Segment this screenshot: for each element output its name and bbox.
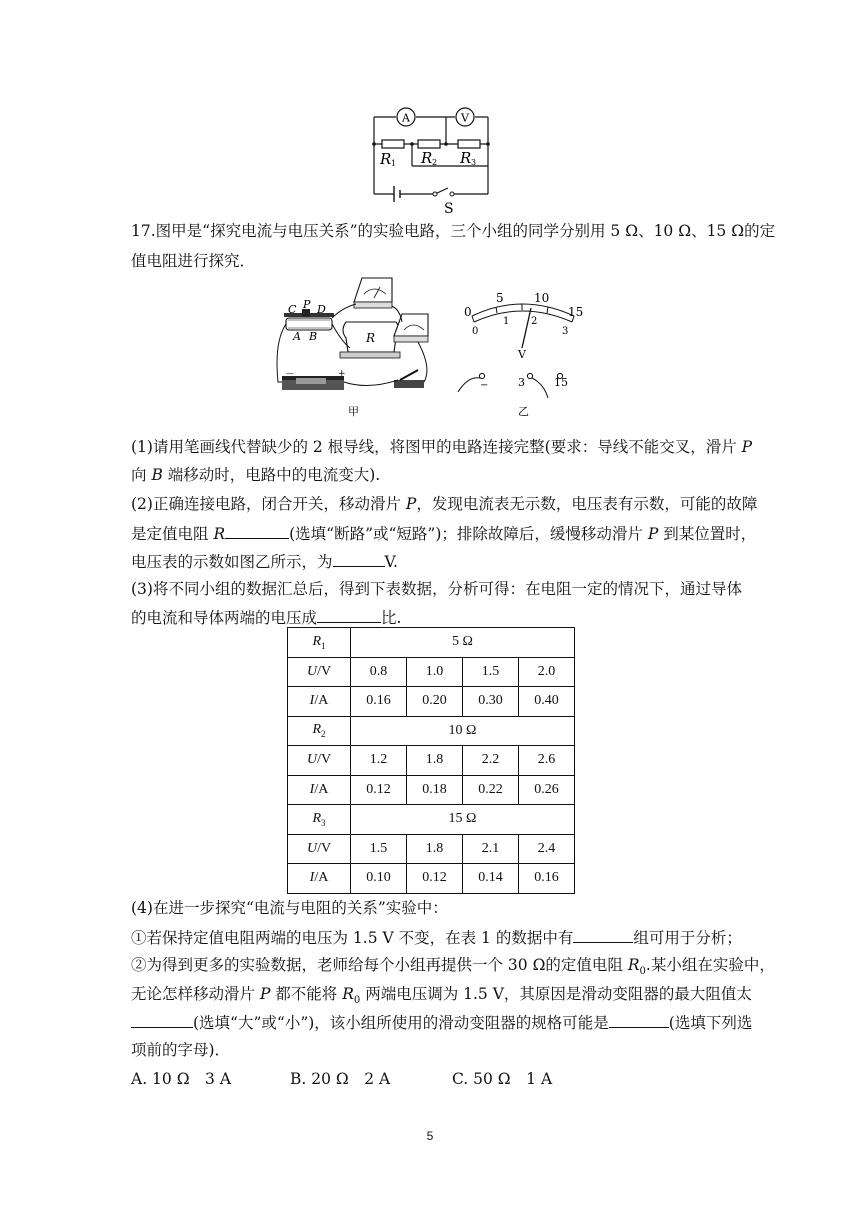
part2-line-3: 电压表的示数如图乙所示，为 V. bbox=[131, 553, 398, 571]
series-circuit-diagram bbox=[360, 100, 500, 218]
voltmeter-label: V bbox=[461, 111, 469, 125]
rheostat-label-a: A bbox=[293, 330, 301, 343]
current-value-cell: 0.18 bbox=[407, 775, 463, 805]
part4-line-2: ①若保持定值电阻两端的电压为 1.5 V 不变，在表 1 的数据中有 组可用于分析； bbox=[131, 929, 742, 947]
current-label-cell: I/A bbox=[288, 775, 351, 805]
table-row-resistor bbox=[288, 805, 575, 835]
option-c[interactable]: C. 50 Ω 1 A bbox=[452, 1070, 553, 1088]
current-value-cell: 0.26 bbox=[519, 775, 575, 805]
ammeter-device bbox=[394, 314, 428, 342]
table-row-voltage bbox=[288, 746, 575, 776]
battery-pack bbox=[282, 376, 344, 390]
answer-blank-size[interactable] bbox=[131, 1012, 193, 1028]
table-row-resistor bbox=[288, 628, 575, 658]
knife-switch bbox=[394, 370, 424, 388]
table-row-voltage bbox=[288, 657, 575, 687]
current-label-cell: I/A bbox=[288, 864, 351, 894]
terminal-label-15: 15 bbox=[554, 376, 568, 389]
figure-yi-voltmeter-dial bbox=[452, 288, 598, 420]
terminal-label-neg: − bbox=[480, 380, 489, 391]
part4-line-5: (选填“大”或“小”)，该小组所使用的滑动变阻器的规格可能是 (选填下列选 bbox=[131, 1012, 752, 1033]
rheostat-label-d: D bbox=[317, 303, 326, 316]
part4-line-1: (4)在进一步探究“电流与电阻的关系”实验中： bbox=[131, 899, 448, 917]
part2-line-1: (2)正确连接电路，闭合开关，移动滑片 P，发现电流表无示数，电压表有示数，可能的故障 bbox=[131, 495, 758, 513]
scale-inner-3: 3 bbox=[562, 326, 569, 337]
voltage-value-cell: 1.8 bbox=[407, 834, 463, 864]
current-value-cell: 0.14 bbox=[463, 864, 519, 894]
current-value-cell: 0.22 bbox=[463, 775, 519, 805]
voltage-label-cell: U/V bbox=[288, 746, 351, 776]
terminal-negative bbox=[479, 373, 484, 378]
voltage-value-cell: 1.2 bbox=[351, 746, 407, 776]
part4-line-4: 无论怎样移动滑片 P 都不能将 $R_0$ 两端电压调为 1.5 V，其原因是滑动变阻器的最大阻值太 bbox=[131, 985, 752, 1007]
part4-line-3: ②为得到更多的实验数据，老师给每个小组再提供一个 30 Ω的定值电阻 $R_0$.某小组在实验中， bbox=[131, 956, 775, 978]
current-value-cell: 0.20 bbox=[407, 687, 463, 717]
resistor-value-cell: 10 Ω bbox=[351, 716, 575, 746]
rheostat-label-b: B bbox=[309, 330, 318, 343]
resistor-name-cell: $R_2$ bbox=[288, 716, 351, 746]
r1-sub: 1 bbox=[391, 159, 397, 168]
answer-blank-voltage[interactable] bbox=[333, 551, 385, 567]
scale-inner-1: 1 bbox=[503, 316, 510, 327]
battery-minus: — bbox=[286, 369, 294, 378]
page-number: 5 bbox=[426, 1129, 434, 1143]
scale-outer-5: 5 bbox=[496, 291, 504, 305]
part1-line-1: (1)请用笔画线代替缺少的 2 根导线，将图甲的电路连接完整(要求：导线不能交叉，滑片 P bbox=[131, 438, 753, 456]
current-value-cell: 0.12 bbox=[351, 775, 407, 805]
voltage-value-cell: 0.8 bbox=[351, 657, 407, 687]
resistor-value-cell: 5 Ω bbox=[351, 628, 575, 658]
voltage-value-cell: 2.4 bbox=[519, 834, 575, 864]
answer-blank-option[interactable] bbox=[609, 1012, 669, 1028]
part3-line-2: 的电流和导体两端的电压成 比. bbox=[131, 609, 402, 627]
ammeter-label: A bbox=[402, 111, 410, 125]
r2-sub: 2 bbox=[432, 158, 438, 167]
table-row-resistor bbox=[288, 716, 575, 746]
dial-unit: V bbox=[518, 348, 526, 361]
answer-blank-proportion[interactable] bbox=[317, 607, 381, 623]
table-row-current bbox=[288, 687, 575, 717]
answer-blank-fault[interactable] bbox=[225, 523, 289, 539]
part1-line-2: 向 B 端移动时，电路中的电流变大). bbox=[131, 466, 381, 484]
scale-inner-0: 0 bbox=[472, 326, 479, 337]
answer-blank-groups[interactable] bbox=[573, 927, 633, 943]
current-value-cell: 0.16 bbox=[351, 687, 407, 717]
scale-inner-2: 2 bbox=[531, 316, 538, 327]
voltmeter-device bbox=[354, 278, 392, 308]
resistor-label: R bbox=[366, 331, 376, 345]
voltage-value-cell: 1.5 bbox=[351, 834, 407, 864]
part3-line-1: (3)将不同小组的数据汇总后，得到下表数据，分析可得：在电阻一定的情况下，通过导体 bbox=[131, 580, 742, 598]
data-table bbox=[287, 627, 575, 894]
scale-outer-15: 15 bbox=[568, 305, 584, 319]
option-a[interactable]: A. 10 Ω 3 A bbox=[131, 1070, 232, 1088]
table-row-voltage bbox=[288, 834, 575, 864]
current-value-cell: 0.12 bbox=[407, 864, 463, 894]
terminal-3 bbox=[527, 373, 532, 378]
current-value-cell: 0.16 bbox=[519, 864, 575, 894]
battery-plus: + bbox=[338, 369, 346, 379]
figure-jia-caption: 甲 bbox=[348, 405, 359, 418]
voltage-value-cell: 2.1 bbox=[463, 834, 519, 864]
voltage-value-cell: 2.6 bbox=[519, 746, 575, 776]
r1-label: R bbox=[380, 150, 392, 168]
current-value-cell: 0.40 bbox=[519, 687, 575, 717]
rheostat-label-p: P bbox=[303, 298, 311, 311]
question-line-2: 值电阻进行探究． bbox=[131, 252, 256, 270]
current-value-cell: 0.10 bbox=[351, 864, 407, 894]
voltage-value-cell: 1.8 bbox=[407, 746, 463, 776]
voltage-value-cell: 1.5 bbox=[463, 657, 519, 687]
part2-line-2: 是定值电阻 R (选填“断路”或“短路”)；排除故障后，缓慢移动滑片 P 到某位置时， bbox=[131, 525, 757, 543]
voltage-label-cell: U/V bbox=[288, 834, 351, 864]
terminal-label-3: 3 bbox=[518, 376, 525, 389]
voltage-value-cell: 2.2 bbox=[463, 746, 519, 776]
part4-line-6: 项前的字母)． bbox=[131, 1041, 231, 1059]
voltage-label-cell: U/V bbox=[288, 657, 351, 687]
resistor-name-cell: $R_1$ bbox=[288, 628, 351, 658]
figure-yi-caption: 乙 bbox=[518, 405, 529, 418]
table-row-current bbox=[288, 864, 575, 894]
rheostat-label-c: C bbox=[288, 303, 297, 316]
option-b[interactable]: B. 20 Ω 2 A bbox=[290, 1070, 391, 1088]
resistor-value-cell: 15 Ω bbox=[351, 805, 575, 835]
current-value-cell: 0.30 bbox=[463, 687, 519, 717]
figure-jia-apparatus bbox=[268, 272, 448, 420]
switch-label: S bbox=[444, 201, 454, 217]
r3-sub: 3 bbox=[471, 158, 477, 167]
current-label-cell: I/A bbox=[288, 687, 351, 717]
dial-needle bbox=[522, 308, 531, 348]
table-row-current bbox=[288, 775, 575, 805]
scale-outer-10: 10 bbox=[534, 291, 550, 305]
question-line-1: 17.图甲是“探究电流与电压关系”的实验电路，三个小组的同学分别用 5 Ω、10 Ω、15 Ω的定 bbox=[131, 222, 776, 240]
voltage-value-cell: 2.0 bbox=[519, 657, 575, 687]
voltage-value-cell: 1.0 bbox=[407, 657, 463, 687]
r3-label: R bbox=[460, 149, 472, 167]
resistor-name-cell: $R_3$ bbox=[288, 805, 351, 835]
r2-label: R bbox=[421, 149, 433, 167]
scale-outer-0: 0 bbox=[464, 305, 472, 319]
